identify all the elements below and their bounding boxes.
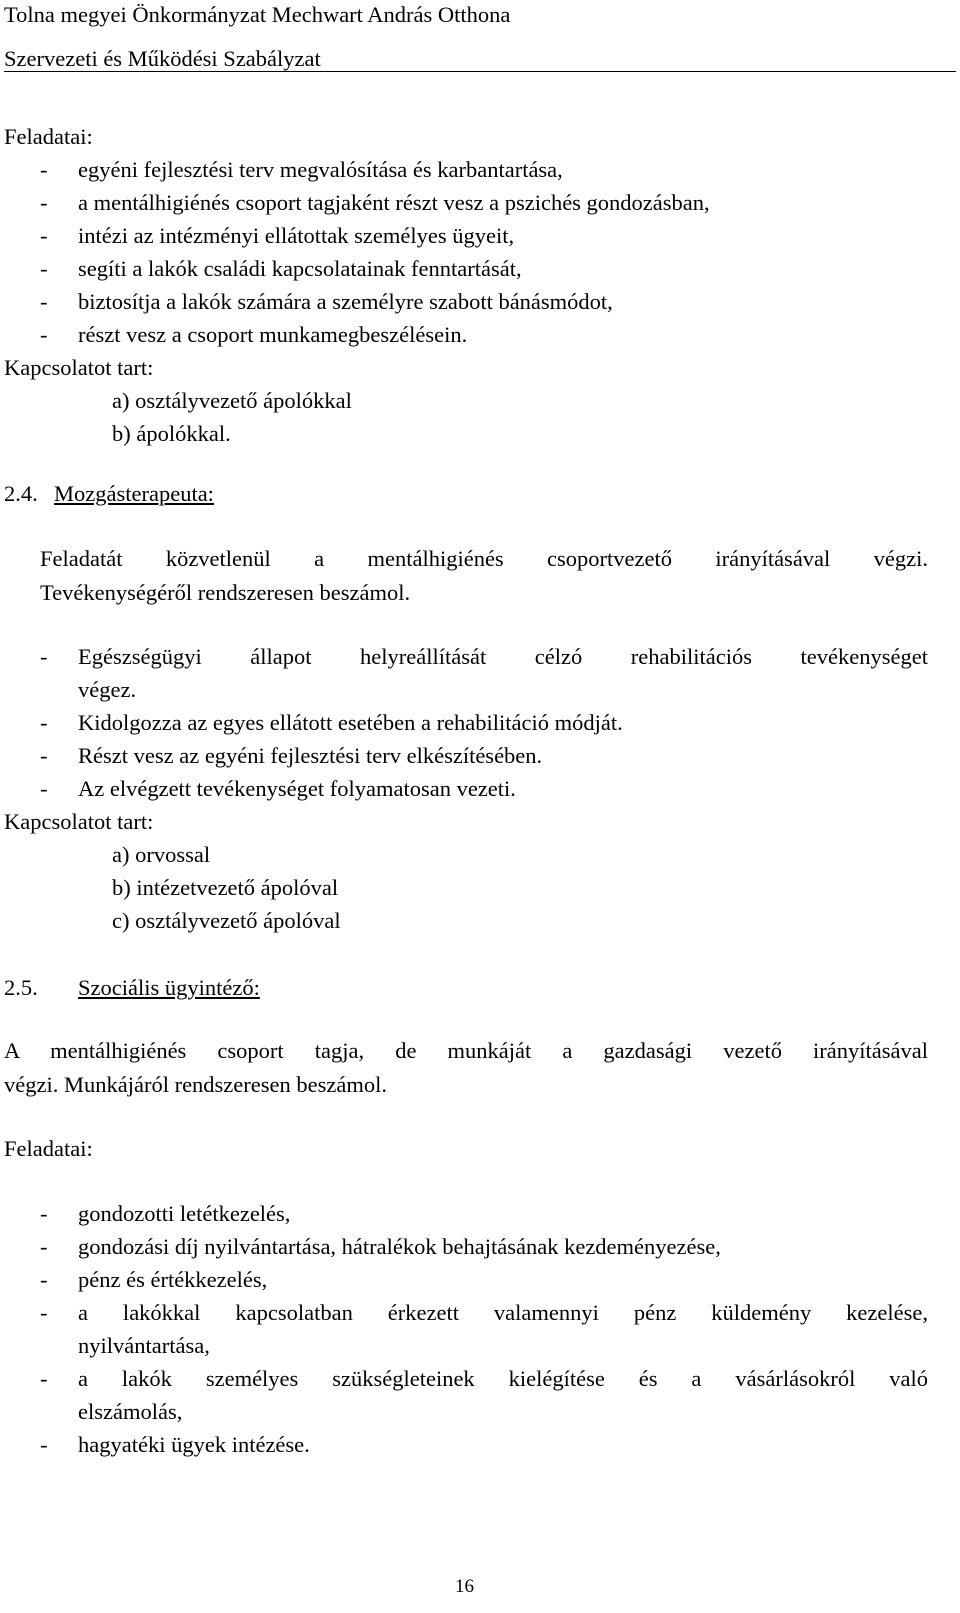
list-item: egyéni fejlesztési terv megvalósítása és karbantartása, xyxy=(78,157,563,182)
paragraph-line: A mentálhigiénés csoport tagja, de munkáját a gazdasági vezető irányításával xyxy=(4,1038,928,1063)
paragraph-line: végzi. Munkájáról rendszeresen beszámol. xyxy=(4,1072,387,1097)
list-item: segíti a lakók családi kapcsolatainak fenntartását, xyxy=(78,256,522,281)
list-item-continuation: végez. xyxy=(78,677,137,702)
header-org: Tolna megyei Önkormányzat Mechwart András Otthona xyxy=(4,2,511,27)
list-item: a mentálhigiénés csoport tagjaként részt vesz a pszichés gondozásban, xyxy=(78,190,710,215)
bullet-dash: - xyxy=(40,743,48,768)
list-item: intézi az intézményi ellátottak személyes ügyeit, xyxy=(78,223,515,248)
paragraph-line: Feladatát közvetlenül a mentálhigiénés csoportvezető irányításával végzi. xyxy=(40,546,928,571)
paragraph-line: Tevékenységéről rendszeresen beszámol. xyxy=(40,580,411,605)
bullet-dash: - xyxy=(40,710,48,735)
contact-item: a) osztályvezető ápolókkal xyxy=(112,388,352,413)
list-item-continuation: nyilvántartása, xyxy=(78,1333,210,1358)
list-item: a lakókkal kapcsolatban érkezett valamennyi pénz küldemény kezelése, xyxy=(78,1300,928,1325)
list-item: pénz és értékkezelés, xyxy=(78,1267,268,1292)
bullet-dash: - xyxy=(40,1366,48,1391)
bullet-dash: - xyxy=(40,776,48,801)
list-item-continuation: elszámolás, xyxy=(78,1399,183,1424)
list-item: a lakók személyes szükségleteinek kielégítése és a vásárlásokról való xyxy=(78,1366,928,1391)
list-item: Egészségügyi állapot helyreállítását célzó rehabilitációs tevékenységet xyxy=(78,644,928,669)
list-item: biztosítja a lakók számára a személyre szabott bánásmódot, xyxy=(78,289,613,314)
contact-item: c) osztályvezető ápolóval xyxy=(112,908,341,933)
bullet-dash: - xyxy=(40,1201,48,1226)
bullet-dash: - xyxy=(40,223,48,248)
list-item: gondozási díj nyilvántartása, hátralékok behajtásának kezdeményezése, xyxy=(78,1234,721,1259)
tasks-label: Feladatai: xyxy=(4,124,93,149)
bullet-dash: - xyxy=(40,1234,48,1259)
contact-item: a) orvossal xyxy=(112,842,211,867)
bullet-dash: - xyxy=(40,1300,48,1325)
section-title: Szociális ügyintéző: xyxy=(78,975,260,1000)
header-rule xyxy=(4,71,956,72)
section-number: 2.5. xyxy=(4,975,38,1000)
bullet-dash: - xyxy=(40,644,48,669)
list-item: gondozotti letétkezelés, xyxy=(78,1201,291,1226)
list-item: Részt vesz az egyéni fejlesztési terv elkészítésében. xyxy=(78,743,543,768)
contact-item: b) intézetvezető ápolóval xyxy=(112,875,339,900)
contact-label: Kapcsolatot tart: xyxy=(4,809,154,834)
bullet-dash: - xyxy=(40,157,48,182)
section-number: 2.4. xyxy=(4,481,38,506)
list-item: hagyatéki ügyek intézése. xyxy=(78,1432,310,1457)
section-title: Mozgásterapeuta: xyxy=(54,481,214,506)
list-item: részt vesz a csoport munkamegbeszélésein. xyxy=(78,322,468,347)
bullet-dash: - xyxy=(40,289,48,314)
bullet-dash: - xyxy=(40,1432,48,1457)
header-doc-title: Szervezeti és Működési Szabályzat xyxy=(4,46,321,71)
contact-label: Kapcsolatot tart: xyxy=(4,355,154,380)
list-item: Az elvégzett tevékenységet folyamatosan vezeti. xyxy=(78,776,516,801)
bullet-dash: - xyxy=(40,1267,48,1292)
bullet-dash: - xyxy=(40,256,48,281)
bullet-dash: - xyxy=(40,322,48,347)
list-item: Kidolgozza az egyes ellátott esetében a rehabilitáció módját. xyxy=(78,710,623,735)
contact-item: b) ápolókkal. xyxy=(112,421,231,446)
bullet-dash: - xyxy=(40,190,48,215)
page-number: 16 xyxy=(455,1576,474,1597)
tasks-label: Feladatai: xyxy=(4,1136,93,1161)
